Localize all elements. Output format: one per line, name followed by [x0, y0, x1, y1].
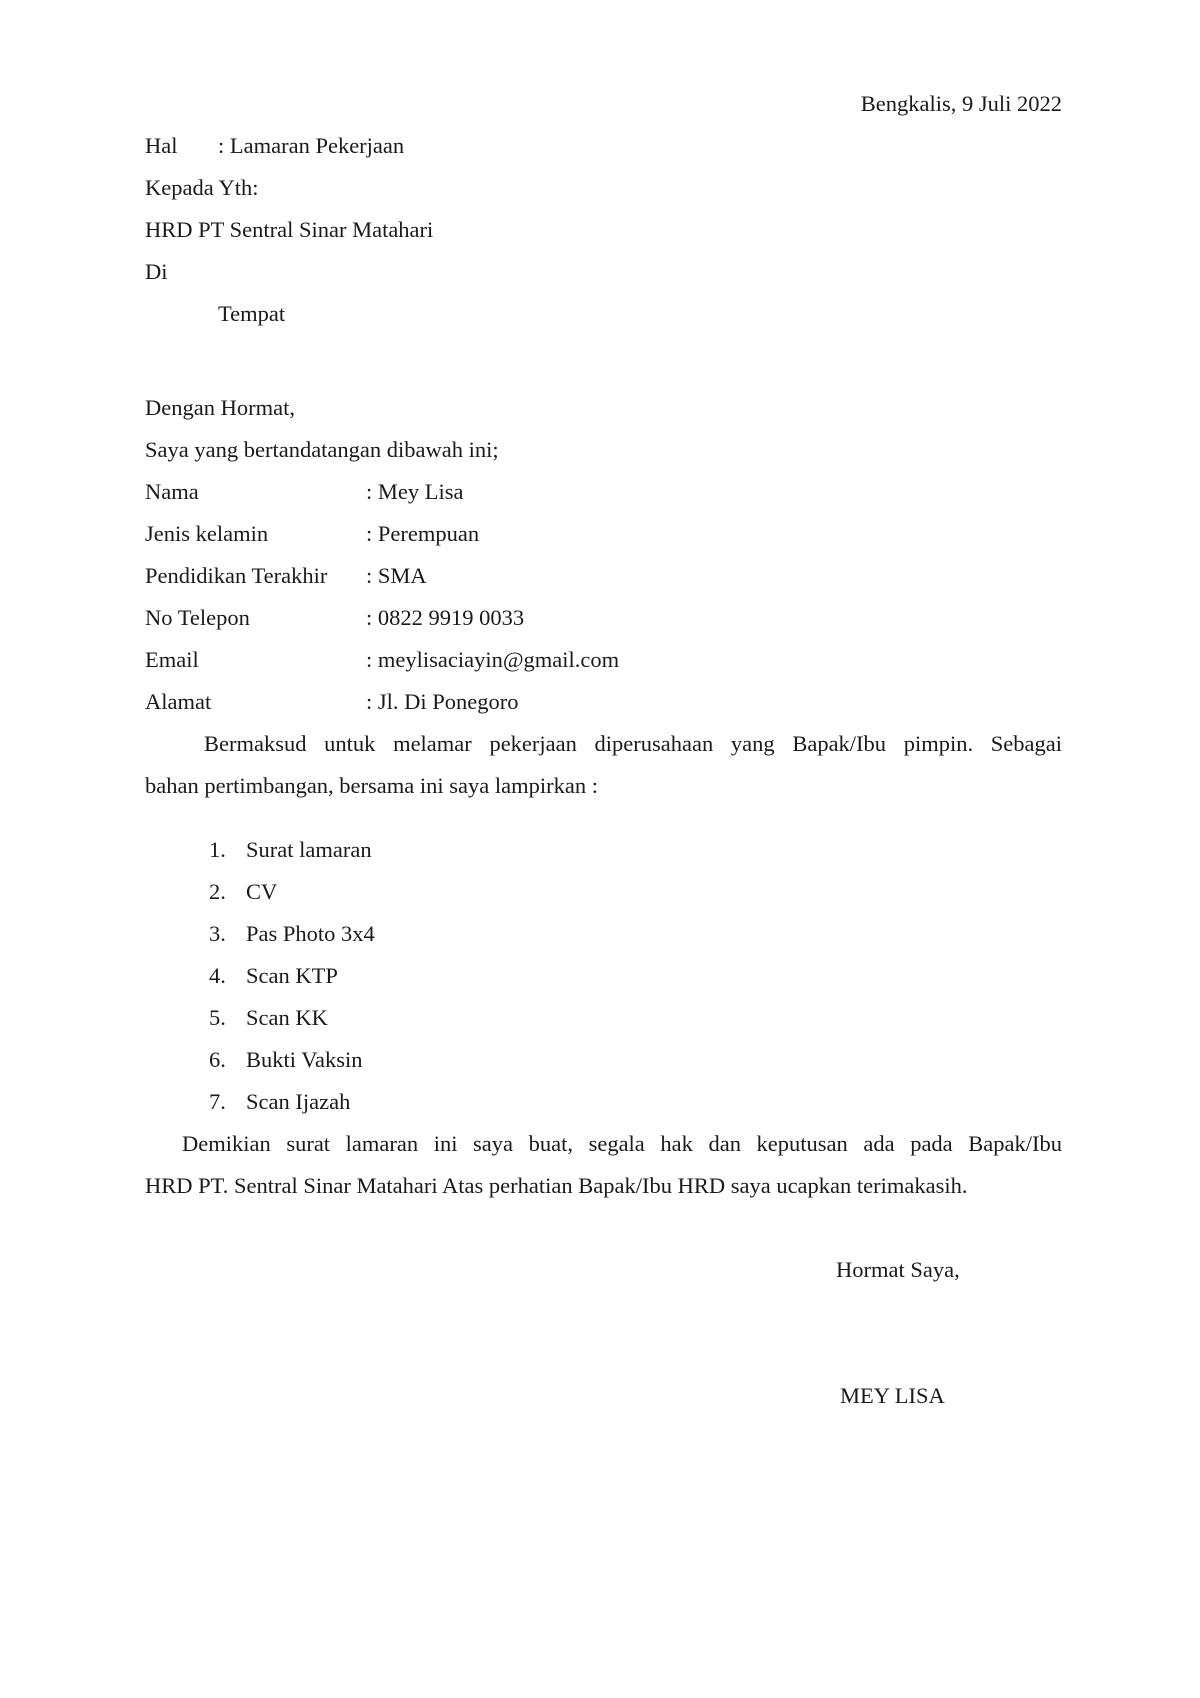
- recipient-di: Di: [145, 259, 168, 284]
- subject-label: Hal: [145, 133, 178, 158]
- list-item: Scan Ijazah: [246, 1089, 351, 1114]
- list-item-number: 4.: [209, 963, 226, 988]
- opening-salutation: Dengan Hormat,: [145, 395, 295, 420]
- list-item-number: 5.: [209, 1005, 226, 1030]
- signature-name: MEY LISA: [840, 1383, 945, 1408]
- field-label: No Telepon: [145, 605, 250, 630]
- list-item: Bukti Vaksin: [246, 1047, 363, 1072]
- list-item-number: 2.: [209, 879, 226, 904]
- list-item-number: 1.: [209, 837, 226, 862]
- field-label: Alamat: [145, 689, 212, 714]
- field-value: : meylisaciayin@gmail.com: [366, 647, 620, 672]
- field-label: Nama: [145, 479, 199, 504]
- list-item: CV: [246, 879, 278, 904]
- field-value: : Mey Lisa: [366, 479, 464, 504]
- list-item: Scan KK: [246, 1005, 328, 1030]
- list-item: Surat lamaran: [246, 837, 372, 862]
- field-value: : SMA: [366, 563, 427, 588]
- intro-line: Saya yang bertandatangan dibawah ini;: [145, 437, 499, 462]
- list-item-number: 6.: [209, 1047, 226, 1072]
- field-label: Email: [145, 647, 199, 672]
- paragraph-2-line-2: HRD PT. Sentral Sinar Matahari Atas perhatian Bapak/Ibu HRD saya ucapkan terimakasih.: [145, 1173, 968, 1198]
- list-item-number: 7.: [209, 1089, 226, 1114]
- closing-salutation: Hormat Saya,: [836, 1257, 960, 1282]
- recipient-company: HRD PT Sentral Sinar Matahari: [145, 217, 434, 242]
- paragraph-1-line-1: Bermaksud untuk melamar pekerjaan diperusahaan yang Bapak/Ibu pimpin. Sebagai: [204, 731, 1062, 756]
- recipient-greeting: Kepada Yth:: [145, 175, 259, 200]
- field-label: Jenis kelamin: [145, 521, 269, 546]
- paragraph-2-line-1: Demikian surat lamaran ini saya buat, segala hak dan keputusan ada pada Bapak/Ibu: [182, 1131, 1062, 1156]
- paragraph-1-line-2: bahan pertimbangan, bersama ini saya lampirkan :: [145, 773, 598, 798]
- list-item: Scan KTP: [246, 963, 338, 988]
- field-label: Pendidikan Terakhir: [145, 563, 328, 588]
- place-date: Bengkalis, 9 Juli 2022: [860, 91, 1062, 116]
- recipient-tempat: Tempat: [218, 301, 286, 326]
- list-item: Pas Photo 3x4: [246, 921, 375, 946]
- field-value: : Jl. Di Ponegoro: [366, 689, 519, 714]
- list-item-number: 3.: [209, 921, 226, 946]
- subject-value: : Lamaran Pekerjaan: [218, 133, 405, 158]
- field-value: : Perempuan: [366, 521, 480, 546]
- field-value: : 0822 9919 0033: [366, 605, 525, 630]
